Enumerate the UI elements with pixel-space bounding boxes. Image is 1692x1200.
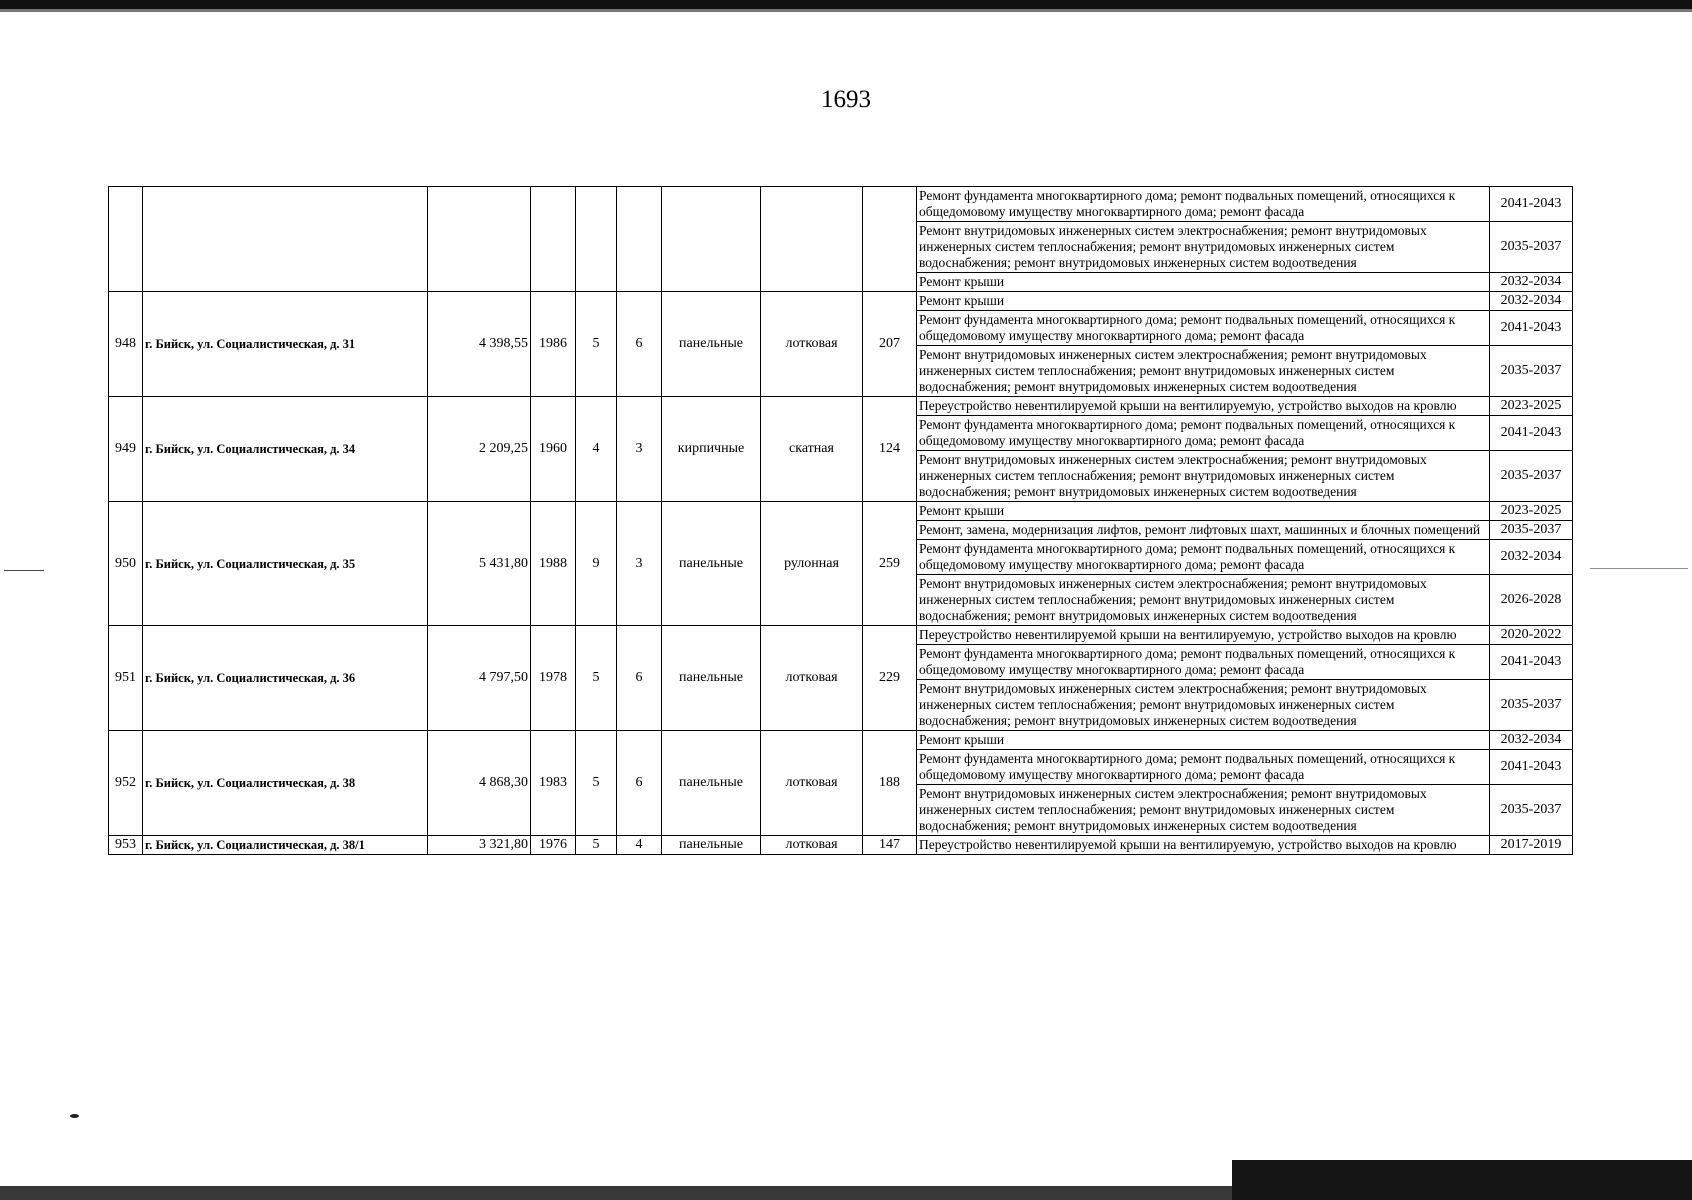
- cell-work-type: Ремонт внутридомовых инженерных систем электроснабжения; ремонт внутридомовых инженерных систем теплоснабжения; ремонт внутридомовых инженерных систем водоснабжения; ремонт внутридомовых инженерных систем водоотведения: [917, 346, 1490, 397]
- cell-work-type: Ремонт фундамента многоквартирного дома; ремонт подвальных помещений, относящихся к общедомовому имуществу многоквартирного дома; ремонт фасада: [917, 311, 1490, 346]
- cell-work-period: 2017-2019: [1490, 836, 1573, 855]
- cell-work-type: Переустройство невентилируемой крыши на вентилируемую, устройство выходов на кровлю: [917, 836, 1490, 855]
- scan-edge-top: [0, 0, 1692, 9]
- cell-wall-material: панельные: [662, 626, 761, 731]
- cell-entrances-count: 6: [617, 292, 662, 397]
- cell-entrances-count: [617, 187, 662, 292]
- cell-work-type: Ремонт крыши: [917, 502, 1490, 521]
- cell-wall-material: панельные: [662, 292, 761, 397]
- scan-speck: [70, 1114, 79, 1118]
- cell-work-period: 2035-2037: [1490, 451, 1573, 502]
- cell-residents-count: 229: [863, 626, 917, 731]
- cell-total-area: 4 398,55: [428, 292, 531, 397]
- cell-build-year: 1983: [531, 731, 576, 836]
- table-row: [109, 292, 1573, 311]
- cell-total-area: 4 868,30: [428, 731, 531, 836]
- cell-work-period: 2041-2043: [1490, 416, 1573, 451]
- cell-floors-count: 5: [576, 292, 617, 397]
- cell-residents-count: 147: [863, 836, 917, 855]
- cell-entrances-count: 3: [617, 502, 662, 626]
- cell-wall-material: кирпичные: [662, 397, 761, 502]
- cell-wall-material: [662, 187, 761, 292]
- table-row: [109, 626, 1573, 645]
- cell-work-type: Ремонт крыши: [917, 273, 1490, 292]
- cell-residents-count: [863, 187, 917, 292]
- cell-work-type: Ремонт внутридомовых инженерных систем электроснабжения; ремонт внутридомовых инженерных систем теплоснабжения; ремонт внутридомовых инженерных систем водоснабжения; ремонт внутридомовых инженерных систем водоотведения: [917, 451, 1490, 502]
- cell-work-period: 2035-2037: [1490, 222, 1573, 273]
- cell-build-year: 1988: [531, 502, 576, 626]
- housing-register-table: [108, 186, 1573, 855]
- cell-wall-material: панельные: [662, 836, 761, 855]
- cell-work-type: Переустройство невентилируемой крыши на вентилируемую, устройство выходов на кровлю: [917, 397, 1490, 416]
- cell-work-period: 2035-2037: [1490, 785, 1573, 836]
- cell-entrances-count: 4: [617, 836, 662, 855]
- cell-roof-type: лотковая: [761, 836, 863, 855]
- cell-roof-type: лотковая: [761, 626, 863, 731]
- cell-work-period: 2041-2043: [1490, 750, 1573, 785]
- cell-wall-material: панельные: [662, 502, 761, 626]
- cell-work-period: 2041-2043: [1490, 645, 1573, 680]
- cell-build-year: 1978: [531, 626, 576, 731]
- cell-work-period: 2032-2034: [1490, 540, 1573, 575]
- scan-mark-left: [4, 570, 44, 571]
- cell-work-type: Ремонт, замена, модернизация лифтов, ремонт лифтовых шахт, машинных и блочных помещений: [917, 521, 1490, 540]
- cell-address: г. Бийск, ул. Социалистическая, д. 34: [143, 397, 428, 502]
- cell-work-period: 2032-2034: [1490, 292, 1573, 311]
- cell-work-type: Ремонт внутридомовых инженерных систем электроснабжения; ремонт внутридомовых инженерных систем теплоснабжения; ремонт внутридомовых инженерных систем водоснабжения; ремонт внутридомовых инженерных систем водоотведения: [917, 785, 1490, 836]
- page-number: 1693: [821, 86, 871, 113]
- cell-residents-count: 259: [863, 502, 917, 626]
- table-row: [109, 836, 1573, 855]
- cell-address: г. Бийск, ул. Социалистическая, д. 35: [143, 502, 428, 626]
- cell-build-year: [531, 187, 576, 292]
- scan-edge-bottom-right: [1232, 1160, 1692, 1200]
- cell-work-type: Переустройство невентилируемой крыши на вентилируемую, устройство выходов на кровлю: [917, 626, 1490, 645]
- cell-row-number: 951: [109, 626, 143, 731]
- cell-floors-count: 5: [576, 836, 617, 855]
- cell-work-type: Ремонт фундамента многоквартирного дома; ремонт подвальных помещений, относящихся к общедомовому имуществу многоквартирного дома; ремонт фасада: [917, 540, 1490, 575]
- cell-work-period: 2020-2022: [1490, 626, 1573, 645]
- cell-roof-type: скатная: [761, 397, 863, 502]
- cell-address: г. Бийск, ул. Социалистическая, д. 31: [143, 292, 428, 397]
- cell-build-year: 1976: [531, 836, 576, 855]
- cell-row-number: [109, 187, 143, 292]
- table-row: [109, 397, 1573, 416]
- cell-roof-type: рулонная: [761, 502, 863, 626]
- cell-roof-type: лотковая: [761, 292, 863, 397]
- cell-address: г. Бийск, ул. Социалистическая, д. 38: [143, 731, 428, 836]
- cell-total-area: 3 321,80: [428, 836, 531, 855]
- cell-work-type: Ремонт фундамента многоквартирного дома; ремонт подвальных помещений, относящихся к общедомовому имуществу многоквартирного дома; ремонт фасада: [917, 187, 1490, 222]
- cell-floors-count: [576, 187, 617, 292]
- cell-work-type: Ремонт внутридомовых инженерных систем электроснабжения; ремонт внутридомовых инженерных систем теплоснабжения; ремонт внутридомовых инженерных систем водоснабжения; ремонт внутридомовых инженерных систем водоотведения: [917, 575, 1490, 626]
- cell-row-number: 948: [109, 292, 143, 397]
- cell-work-type: Ремонт фундамента многоквартирного дома; ремонт подвальных помещений, относящихся к общедомовому имуществу многоквартирного дома; ремонт фасада: [917, 750, 1490, 785]
- scan-mark-right: [1590, 568, 1688, 569]
- cell-work-type: Ремонт фундамента многоквартирного дома; ремонт подвальных помещений, относящихся к общедомовому имуществу многоквартирного дома; ремонт фасада: [917, 645, 1490, 680]
- table-row: [109, 731, 1573, 750]
- table-body: [109, 187, 1573, 855]
- cell-entrances-count: 6: [617, 626, 662, 731]
- cell-work-period: 2041-2043: [1490, 187, 1573, 222]
- cell-residents-count: 188: [863, 731, 917, 836]
- cell-work-period: 2035-2037: [1490, 521, 1573, 540]
- cell-build-year: 1986: [531, 292, 576, 397]
- cell-entrances-count: 3: [617, 397, 662, 502]
- cell-address: г. Бийск, ул. Социалистическая, д. 36: [143, 626, 428, 731]
- cell-address: г. Бийск, ул. Социалистическая, д. 38/1: [143, 836, 428, 855]
- cell-work-period: 2035-2037: [1490, 680, 1573, 731]
- cell-work-type: Ремонт внутридомовых инженерных систем электроснабжения; ремонт внутридомовых инженерных систем теплоснабжения; ремонт внутридомовых инженерных систем водоснабжения; ремонт внутридомовых инженерных систем водоотведения: [917, 222, 1490, 273]
- cell-build-year: 1960: [531, 397, 576, 502]
- cell-entrances-count: 6: [617, 731, 662, 836]
- cell-floors-count: 4: [576, 397, 617, 502]
- cell-work-type: Ремонт внутридомовых инженерных систем электроснабжения; ремонт внутридомовых инженерных систем теплоснабжения; ремонт внутридомовых инженерных систем водоснабжения; ремонт внутридомовых инженерных систем водоотведения: [917, 680, 1490, 731]
- cell-floors-count: 9: [576, 502, 617, 626]
- cell-work-period: 2023-2025: [1490, 502, 1573, 521]
- cell-floors-count: 5: [576, 731, 617, 836]
- cell-work-period: 2041-2043: [1490, 311, 1573, 346]
- cell-total-area: [428, 187, 531, 292]
- cell-row-number: 952: [109, 731, 143, 836]
- cell-residents-count: 207: [863, 292, 917, 397]
- cell-work-type: Ремонт крыши: [917, 731, 1490, 750]
- cell-row-number: 950: [109, 502, 143, 626]
- cell-wall-material: панельные: [662, 731, 761, 836]
- scan-edge-top-shadow: [0, 9, 1692, 12]
- cell-roof-type: [761, 187, 863, 292]
- cell-total-area: 2 209,25: [428, 397, 531, 502]
- cell-work-period: 2023-2025: [1490, 397, 1573, 416]
- cell-floors-count: 5: [576, 626, 617, 731]
- table-row: [109, 187, 1573, 222]
- cell-row-number: 953: [109, 836, 143, 855]
- cell-work-period: 2026-2028: [1490, 575, 1573, 626]
- cell-total-area: 5 431,80: [428, 502, 531, 626]
- cell-total-area: 4 797,50: [428, 626, 531, 731]
- cell-row-number: 949: [109, 397, 143, 502]
- cell-work-type: Ремонт фундамента многоквартирного дома; ремонт подвальных помещений, относящихся к общедомовому имуществу многоквартирного дома; ремонт фасада: [917, 416, 1490, 451]
- cell-work-period: 2032-2034: [1490, 731, 1573, 750]
- cell-work-period: 2035-2037: [1490, 346, 1573, 397]
- cell-work-period: 2032-2034: [1490, 273, 1573, 292]
- cell-roof-type: лотковая: [761, 731, 863, 836]
- cell-address: [143, 187, 428, 292]
- cell-residents-count: 124: [863, 397, 917, 502]
- cell-work-type: Ремонт крыши: [917, 292, 1490, 311]
- table-row: [109, 502, 1573, 521]
